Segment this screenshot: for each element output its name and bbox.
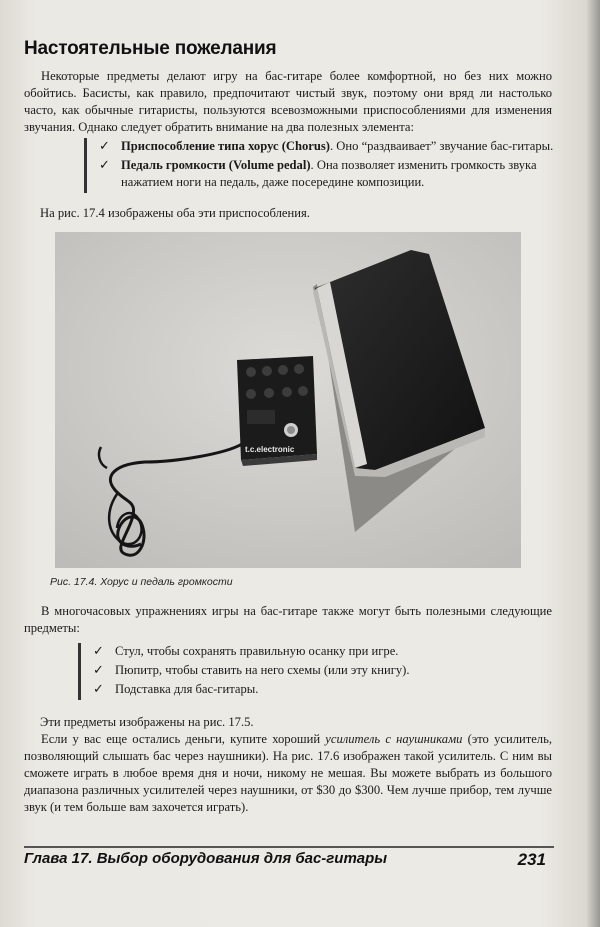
figure-caption: Рис. 17.4. Хорус и педаль громкости [50,576,233,588]
intro-paragraph: Некоторые предметы делают игру на бас-гитаре более комфортной, но без них можно обойтись. Басисты, как правило, предпочитают чистый звук, поэтому они вряд ли настолько часто, как обычные гитаристы, пользуются всевозможными приспособлениями для изменения звучания. Однако следует обратить внимание на два полезных элемента: [24,69,552,134]
item-text: Подставка для бас-гитары. [115,682,259,696]
section-heading: Настоятельные пожелания [24,38,277,59]
checkmark-icon: ✓ [99,139,110,154]
useful-items-list [78,643,563,700]
page-number: 231 [517,850,546,869]
checkmark-icon: ✓ [99,158,110,173]
chorus-and-volume-pedal-image [55,232,521,568]
list-item [89,643,563,660]
final-text-before: Если у вас еще остались деньги, купите хороший [41,732,326,746]
accessories-list [84,138,563,193]
device-brand-label: t.c.electronic [245,445,295,454]
items-figure-reference: Эти предметы изображены на рис. 17.5. [40,715,254,729]
footer-chapter-title: Глава 17. Выбор оборудования для бас-гитары [24,850,388,867]
final-text-after: (это усилитель, позволяющий слышать бас через наушники). На рис. 17.6 изображен такой усилитель. С ним вы сможете играть в любое время дня и ночи, никому не мешая. Вы можете выбрать из большого диапазона различных усилителей через наушники, от $30 до $300. Чем лучше прибор, тем лучше звук (и тем больше вам захочется играть). [24,732,552,814]
item-text: Пюпитр, чтобы ставить на него схемы (или эту книгу). [115,663,410,677]
list-item [95,138,563,155]
final-text-emphasis: усилитель с наушниками [325,732,463,746]
list-item [89,681,563,698]
accessory-text: . Оно “раздваивает” звучание бас-гитары. [330,139,554,153]
checkmark-icon: ✓ [93,682,104,697]
accessory-term: Педаль громкости (Volume pedal) [121,158,311,172]
figure-reference: На рис. 17.4 изображены оба эти приспособления. [40,206,310,220]
items-intro-paragraph: В многочасовых упражнениях игры на бас-гитаре также могут быть полезными следующие предметы: [24,604,552,635]
figure-photo [55,232,521,568]
checkmark-icon: ✓ [93,663,104,678]
footer-divider [24,846,554,848]
accessory-term: Приспособление типа хорус (Chorus) [121,139,330,153]
accessory-text: . Она позволяет изменить громкость звука нажатием ноги на педаль, даже посередине композиции. [121,158,537,189]
final-paragraph [24,731,552,816]
list-item [89,662,563,679]
item-text: Стул, чтобы сохранять правильную осанку при игре. [115,644,399,658]
checkmark-icon: ✓ [93,644,104,659]
list-item [95,157,563,191]
